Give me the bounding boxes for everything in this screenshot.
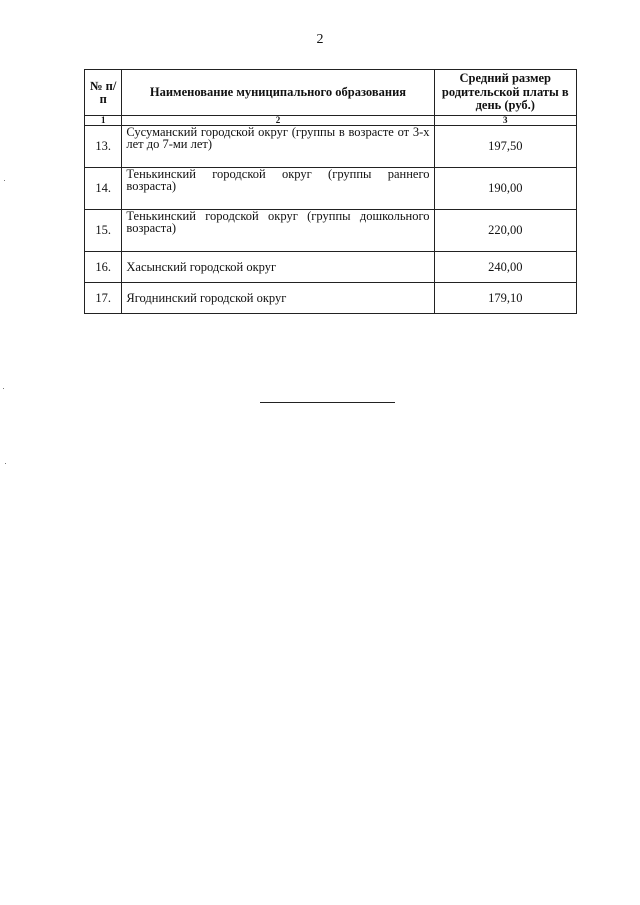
payment-value: 240,00 [434, 252, 576, 283]
scan-speck [3, 388, 4, 389]
header-name: Наименование муниципального образования [122, 70, 434, 116]
payment-value: 220,00 [434, 210, 576, 252]
column-index: 2 [122, 116, 434, 126]
closing-rule-line [260, 402, 395, 403]
row-number: 17. [85, 283, 122, 314]
municipality-name: Тенькинский городской округ (группы раннего возраста) [122, 168, 434, 210]
table-row [85, 252, 577, 283]
table-row [85, 283, 577, 314]
scan-speck [4, 180, 5, 181]
payment-value: 179,10 [434, 283, 576, 314]
payment-value: 190,00 [434, 168, 576, 210]
table-row [85, 210, 577, 252]
municipality-name: Тенькинский городской округ (группы дошкольного возраста) [122, 210, 434, 252]
municipality-name: Сусуманский городской округ (группы в возрасте от 3-х лет до 7-ми лет) [122, 126, 434, 168]
header-num: № п/п [85, 70, 122, 116]
payment-table [84, 69, 577, 314]
scan-speck [5, 463, 6, 464]
column-index-row [85, 116, 577, 126]
row-number: 15. [85, 210, 122, 252]
table-row [85, 168, 577, 210]
table-header-row [85, 70, 577, 116]
column-index: 3 [434, 116, 576, 126]
row-number: 13. [85, 126, 122, 168]
page-number: 2 [316, 32, 324, 47]
table-row [85, 126, 577, 168]
municipality-name: Ягоднинский городской округ [122, 283, 434, 314]
row-number: 14. [85, 168, 122, 210]
row-number: 16. [85, 252, 122, 283]
column-index: 1 [85, 116, 122, 126]
header-value: Средний размер родительской платы в день (руб.) [434, 70, 576, 116]
payment-value: 197,50 [434, 126, 576, 168]
municipality-name: Хасынский городской округ [122, 252, 434, 283]
